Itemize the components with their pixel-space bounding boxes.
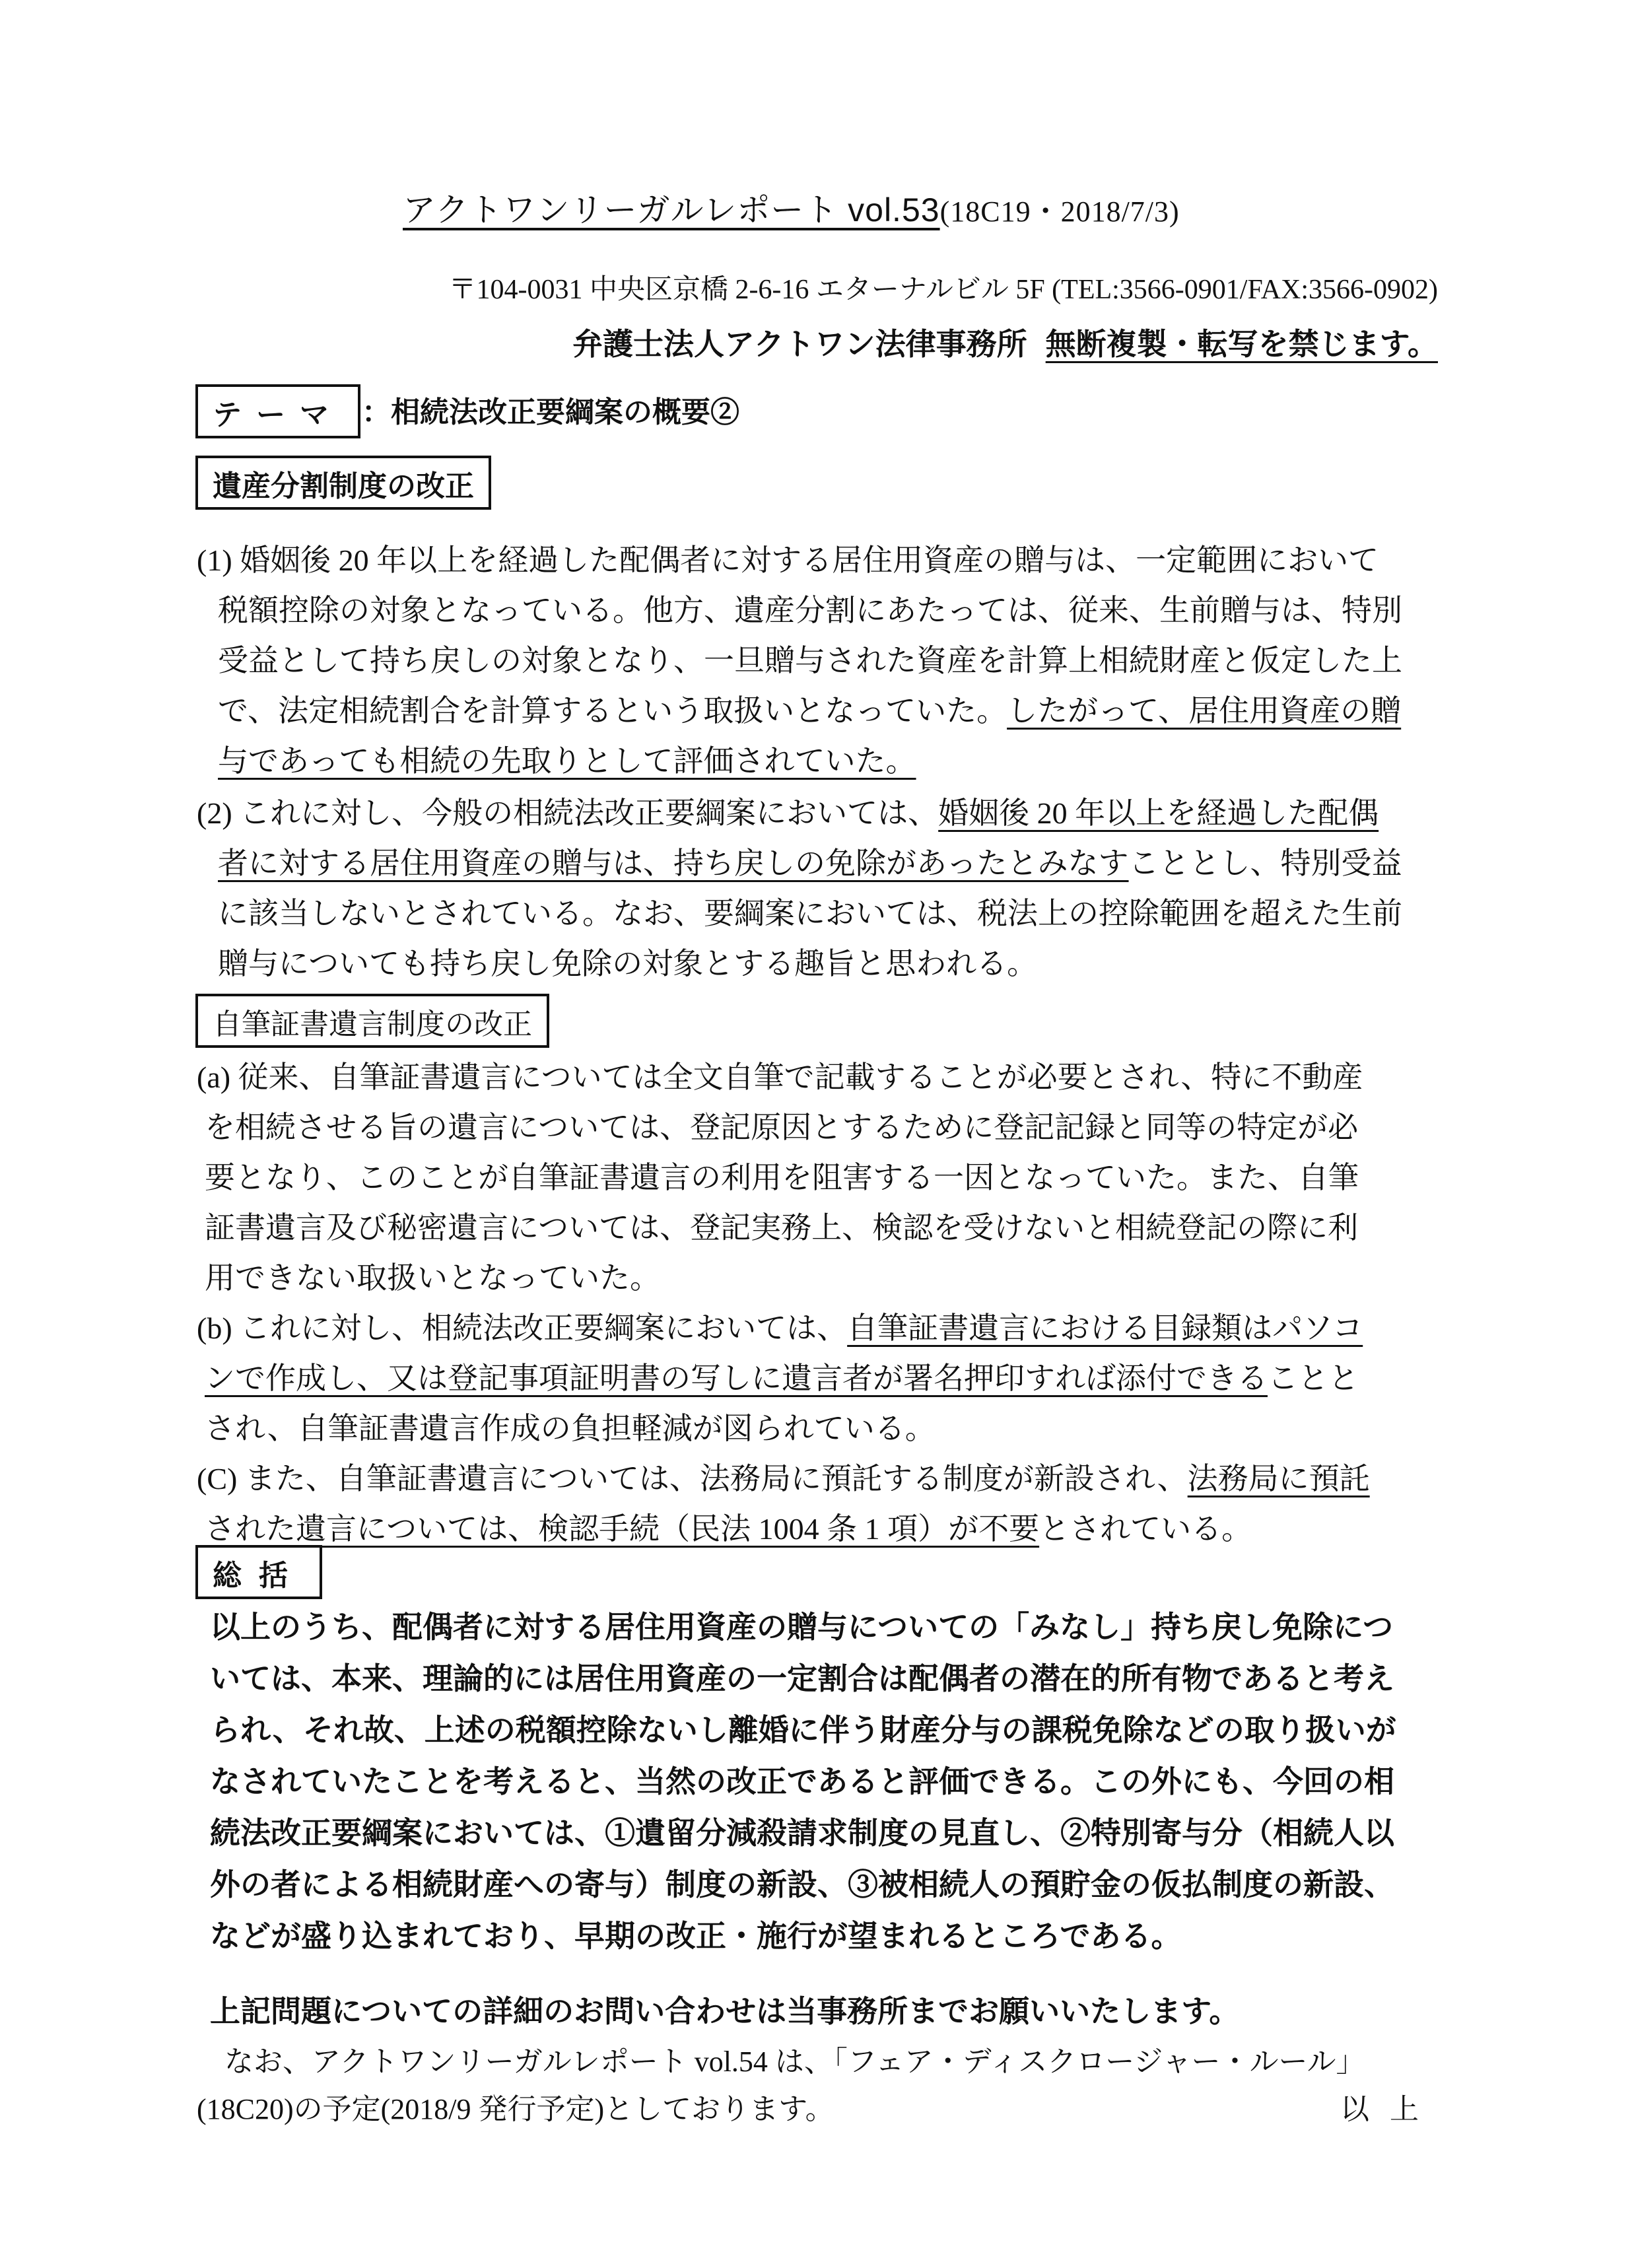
text-span: ことと bbox=[1268, 1361, 1359, 1395]
closing-mark: 以 上 bbox=[1340, 2093, 1425, 2125]
section-heading-estate-division: 遺産分割制度の改正 bbox=[195, 456, 491, 510]
underlined-text: 自筆証書遺言における目録類はパソコ bbox=[847, 1311, 1363, 1345]
section-heading-summary: 総括 bbox=[195, 1545, 322, 1599]
theme-label-box: テーマ bbox=[195, 384, 360, 438]
report-title-main: アクトワンリーガルレポート vol.53 bbox=[403, 191, 940, 228]
underlined-line: 与であっても相続の先取りとして評価されていた。 bbox=[218, 744, 916, 778]
paragraph-line: 要となり、このことが自筆証書遺言の利用を阻害する一因となっていた。また、自筆 bbox=[205, 1161, 1359, 1194]
next-issue-note: なお、アクトワンリーガルレポート vol.54 は、「フェア・ディスクロージャー・ルール」 bbox=[224, 2045, 1365, 2078]
inquiry-note: 上記問題についての詳細のお問い合わせは当事務所までお願いいたします。 bbox=[210, 1994, 1240, 2028]
paragraph-line: に該当しないとされている。なお、要綱案においては、税法上の控除範囲を超えた生前 bbox=[218, 897, 1402, 930]
text-span: (C) また、自筆証書遺言については、法務局に預託する制度が新設され、 bbox=[197, 1462, 1188, 1495]
paragraph-line bbox=[197, 789, 1379, 833]
firm-name: 弁護士法人アクトワン法律事務所 bbox=[572, 327, 1027, 361]
paragraph-line: を相続させる旨の遺言については、登記原因とするために登記記録と同等の特定が必 bbox=[205, 1111, 1359, 1144]
underlined-text: ンで作成し、又は登記事項証明書の写しに遺言者が署名押印すれば添付できる bbox=[205, 1361, 1268, 1395]
section-heading-holographic-will: 自筆証書遺言制度の改正 bbox=[195, 994, 549, 1048]
underlined-text: したがって、居住用資産の贈 bbox=[1007, 694, 1402, 728]
summary-line: 続法改正要綱案においては、①遺留分減殺請求制度の見直し、②特別寄与分（相続人以 bbox=[210, 1816, 1394, 1850]
paragraph-line: 贈与についても持ち戻し免除の対象とする趣旨と思われる。 bbox=[218, 947, 1038, 980]
underlined-text: 者に対する居住用資産の贈与は、持ち戻しの免除があったとみなす bbox=[218, 846, 1129, 880]
paragraph-line: 用できない取扱いとなっていた。 bbox=[205, 1261, 660, 1295]
summary-line: 外の者による相続財産への寄与）制度の新設、③被相続人の預貯金の仮払制度の新設、 bbox=[210, 1867, 1394, 1902]
underlined-text: された遺言については、検認手続（民法 1004 条 1 項）が不要 bbox=[205, 1512, 1040, 1546]
report-issue-meta: (18C19・2018/7/3) bbox=[939, 195, 1180, 228]
copy-notice: 無断複製・転写を禁じます。 bbox=[1045, 327, 1438, 361]
summary-line: 以上のうち、配偶者に対する居住用資産の贈与についての「みなし」持ち戻し免除につ bbox=[210, 1610, 1394, 1644]
paragraph-line: され、自筆証書遺言作成の負担軽減が図られている。 bbox=[205, 1412, 936, 1445]
theme-text: ：相続法改正要綱案の概要② bbox=[362, 396, 739, 429]
paragraph-line bbox=[205, 1354, 1359, 1398]
summary-line: られ、それ故、上述の税額控除ないし離婚に伴う財産分与の課税免除などの取り扱いが bbox=[210, 1713, 1396, 1747]
firm-address: 〒104-0031 中央区京橋 2-6-16 エターナルビル 5F (TEL:3566-0901/FAX:3566-0902) bbox=[448, 275, 1438, 305]
text-span: とされている。 bbox=[1039, 1512, 1252, 1546]
paragraph-line bbox=[197, 1304, 1363, 1348]
underlined-text: 婚姻後 20 年以上を経過した配偶 bbox=[938, 796, 1379, 830]
paragraph-line: 証書遺言及び秘密遺言については、登記実務上、検認を受けないと相続登記の際に利 bbox=[205, 1211, 1359, 1245]
text-span: (2) これに対し、今般の相続法改正要綱案においては、 bbox=[197, 796, 939, 830]
paragraph-line bbox=[205, 1505, 1252, 1548]
summary-line: いては、本来、理論的には居住用資産の一定割合は配偶者の潜在的所有物であると考え bbox=[210, 1661, 1394, 1696]
summary-line: などが盛り込まれており、早期の改正・施行が望まれるところである。 bbox=[210, 1919, 1182, 1953]
text-span: こととし、特別受益 bbox=[1128, 846, 1402, 880]
underlined-text: 法務局に預託 bbox=[1187, 1462, 1370, 1495]
paragraph-line: (a) 従来、自筆証書遺言については全文自筆で記載することが必要とされ、特に不動産 bbox=[197, 1060, 1363, 1094]
paragraph-line bbox=[218, 687, 1401, 730]
text-span: で、法定相続割合を計算するという取扱いとなっていた。 bbox=[218, 694, 1007, 728]
paragraph-line bbox=[197, 1455, 1370, 1498]
paragraph-line: 受益として持ち戻しの対象となり、一旦贈与された資産を計算上相続財産と仮定した上 bbox=[218, 644, 1402, 677]
firm-line bbox=[572, 320, 1438, 364]
paragraph-line: 税額控除の対象となっている。他方、遺産分割にあたっては、従来、生前贈与は、特別 bbox=[218, 594, 1402, 627]
summary-line: なされていたことを考えると、当然の改正であると評価できる。この外にも、今回の相 bbox=[210, 1764, 1394, 1799]
next-issue-note-cont: (18C20)の予定(2018/9 発行予定)としております。 bbox=[197, 2093, 835, 2125]
report-title bbox=[403, 184, 1180, 231]
text-span: (b) これに対し、相続法改正要綱案においては、 bbox=[197, 1311, 848, 1345]
paragraph-line bbox=[218, 839, 1402, 883]
paragraph-line: (1) 婚姻後 20 年以上を経過した配偶者に対する居住用資産の贈与は、一定範囲において bbox=[197, 543, 1379, 577]
